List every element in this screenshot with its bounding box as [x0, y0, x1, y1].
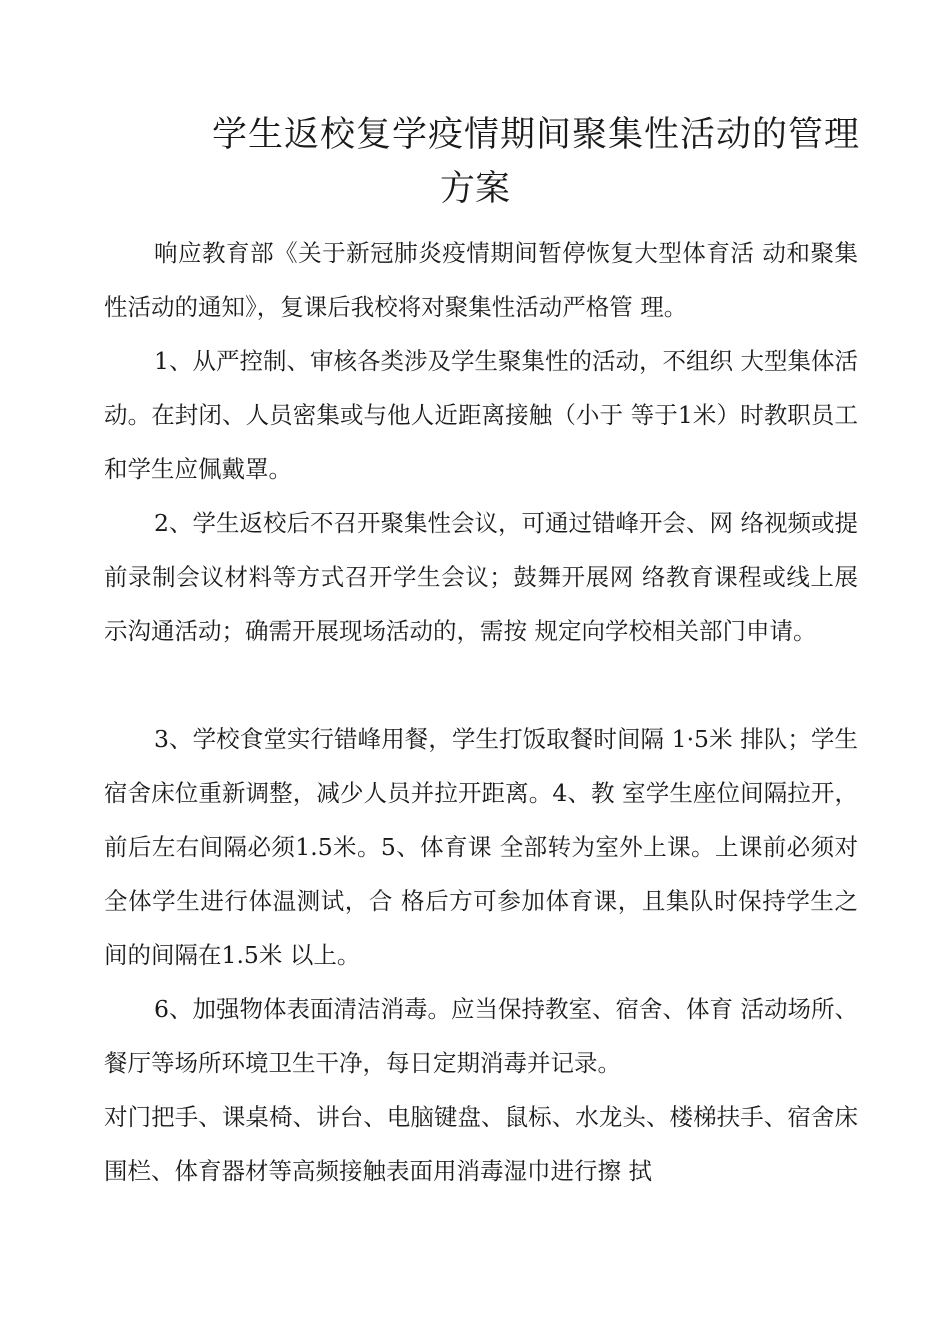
paragraph-item-6: 6、加强物体表面清洁消毒。应当保持教室、宿舍、体育 活动场所、餐厅等场所环境卫生干净，每日定期消毒并记录。 [104, 995, 858, 1077]
paragraph-item-1: 1、从严控制、审核各类涉及学生聚集性的活动，不组织 大型集体活动。在封闭、人员密集或与他人近距离接触（小于 等于1米）时教职员工和学生应佩戴罩。 [104, 347, 858, 483]
paragraph-item-3-5: 3、学校食堂实行错峰用餐，学生打饭取餐时间隔 1·5米 排队；学生宿舍床位重新调整，减少人员并拉开距离。4、教 室学生座位间隔拉开，前后左右间隔必须1.5米。5、体育课 全部转为室外上课。上课前必须对全体学生进行体温测试，合 格后方可参加体育课，且集队时保持学生之间的间隔在1.5米 以上。 [104, 725, 858, 969]
document-title-line-1: 学生返校复学疫情期间聚集性活动的管理 [211, 115, 860, 155]
paragraph-item-2: 2、学生返校后不召开聚集性会议，可通过错峰开会、网 络视频或提前录制会议材料等方式召开学生会议；鼓舞开展网 络教育课程或线上展示沟通活动；确需开展现场活动的，需按 规定向学校相关部门申请。 [104, 509, 858, 645]
document-title-line-2: 方案 [439, 169, 510, 209]
paragraph-disinfection-details: 对门把手、课桌椅、讲台、电脑键盘、鼠标、水龙头、楼梯扶手、宿舍床围栏、体育器材等高频接触表面用消毒湿巾进行擦 拭 [104, 1103, 858, 1185]
paragraph-intro: 响应教育部《关于新冠肺炎疫情期间暂停恢复大型体育活 动和聚集性活动的通知》，复课后我校将对聚集性活动严格管 理。 [104, 239, 858, 321]
